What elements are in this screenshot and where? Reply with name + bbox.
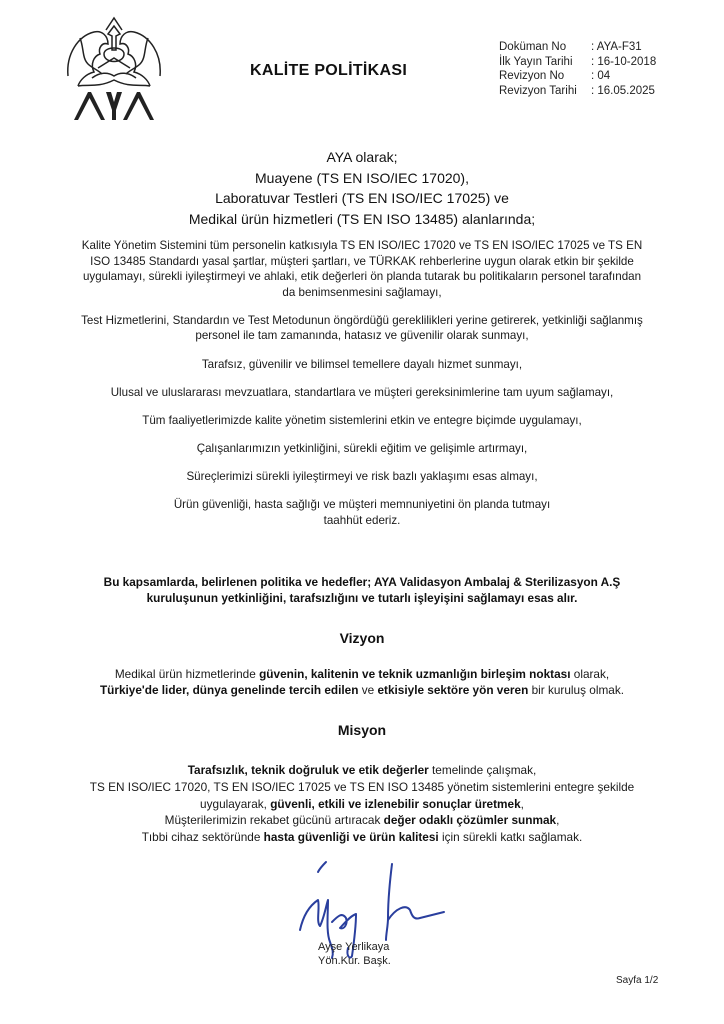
meta-doc-no [499,40,656,55]
mission-text [40,762,684,846]
text-run: temelinde çalışmak, [428,763,537,777]
logo-emblem-icon [58,14,170,124]
meta-key: Doküman No [499,41,567,53]
signer-name: Ayşe Yerlikaya [318,941,390,953]
vision-line [40,682,684,698]
policy-item: Kalite Yönetim Sistemini tüm personelin katkısıyla TS EN ISO/IEC 17020 ve TS EN ISO/IEC 17025 ve TS EN ISO 13485 Standardı yasal şartlar, müşteri şartları, ve TÜRKAK rehberlerine uygun olarak etkin bir şekilde uygulamayı, sürekli iyileştirmeyi ve ahlaki, etik değerleri ön planda tutarak bu politikaların personel tarafından da benimsenmesini sağlamayı, [81,239,643,299]
text-run: Müşterilerimizin rekabet gücünü artıracak [164,813,384,828]
meta-key: Revizyon Tarihi [499,84,577,97]
text-run-bold: Türkiye'de lider, dünya genelinde tercih edilen [99,683,359,697]
text-run: ve [358,683,378,697]
mission-line [40,796,684,813]
text-run-bold: güvenli, etkili ve izlenebilir sonuçlar üretmek [270,796,521,811]
policy-item: Süreçlerimizi sürekli iyileştirmeyi ve risk bazlı yaklaşımı esas almayı, [186,469,538,483]
mission-line [40,762,684,779]
meta-value: : 04 [591,70,611,82]
meta-key: İlk Yayın Tarihi [499,55,573,68]
document-title: KALİTE POLİTİKASI [250,62,408,79]
text-run: bir kuruluş olmak. [528,683,625,697]
meta-revision-date [499,84,656,99]
signer-block [318,940,391,968]
policy-item: Ürün güvenliği, hasta sağlığı ve müşteri memnuniyetini ön planda tutmayı [173,498,551,512]
intro-line: AYA olarak; [326,149,398,165]
policy-item: Tarafsız, güvenilir ve bilimsel temellere dayalı hizmet sunmayı, [201,357,523,371]
policy-list [76,238,648,541]
policy-item: Çalışanlarımızın yetkinliğini, sürekli eğitim ve gelişimle artırmayı, [196,441,528,455]
text-run-bold: değer odaklı çözümler sunmak [383,813,557,828]
text-run: Tıbbi cihaz sektöründe [141,830,264,845]
mission-line [40,812,684,829]
meta-revision-no [499,69,656,84]
meta-value: : 16-10-2018 [591,55,657,68]
text-run-bold: etkisiyle sektöre yön veren [377,683,529,697]
vision-text [40,666,684,698]
text-run-bold: hasta güvenliği ve ürün kalitesi [263,830,439,845]
intro-block [0,147,724,229]
vision-line [40,666,684,682]
text-run-bold: Tarafsızlık, teknik doğruluk ve etik değerler [187,763,429,777]
commitment-line: Bu kapsamlarda, belirlenen politika ve hedefler; AYA Validasyon Ambalaj & Sterilizasyon A.Ş [103,575,621,589]
signer-role: Yön.Kur. Başk. [318,955,391,967]
mission-line [40,829,684,846]
company-logo [58,14,170,124]
meta-key: Revizyon No [499,70,565,82]
text-run: uygulayarak, [200,796,271,811]
policy-item: Ulusal ve uluslararası mevzuatlara, standartlara ve müşteri gereksinimlerine tam uyum sağlamayı, [110,385,614,399]
document-meta [499,40,656,98]
policy-item: Test Hizmetlerini, Standardın ve Test Metodunun öngördüğü gereklilikleri yerine getirerek, yetkinliği sağlanmış personel ile tam zamanında, hatasız ve güvenilir olarak sunmayı, [81,313,643,343]
meta-value: : AYA-F31 [591,41,642,53]
intro-line: Laboratuvar Testleri (TS EN ISO/IEC 17025) ve [215,190,509,206]
text-run: için sürekli katkı sağlamak. [438,830,583,845]
policy-item: Tüm faaliyetlerimizde kalite yönetim sistemlerini etkin ve entegre biçimde uygulamayı, [142,413,582,427]
text-run: , [556,813,560,828]
meta-value: : 16.05.2025 [591,84,655,97]
text-run: Medikal ürün hizmetlerinde [114,667,260,681]
mission-line: TS EN ISO/IEC 17020, TS EN ISO/IEC 17025 ve TS EN ISO 13485 yönetim sistemlerini entegre şekilde [89,779,635,794]
vision-heading: Vizyon [339,630,385,646]
policy-closing: taahhüt ederiz. [323,513,401,527]
intro-line: Muayene (TS EN ISO/IEC 17020), [255,169,469,186]
commitment-statement [40,574,684,606]
meta-first-publish [499,55,656,70]
text-run-bold: güvenin, kalitenin ve teknik uzmanlığın birleşim noktası [259,667,571,681]
page-number: Sayfa 1/2 [616,975,659,986]
commitment-line: kuruluşunun yetkinliğini, tarafsızlığını ve tutarlı işleyişini sağlamayı esas alır. [146,591,578,605]
intro-line: Medikal ürün hizmetleri (TS EN ISO 13485) alanlarında; [188,210,536,227]
text-run: olarak, [570,667,610,681]
mission-heading: Misyon [337,722,387,738]
text-run: , [520,796,524,811]
